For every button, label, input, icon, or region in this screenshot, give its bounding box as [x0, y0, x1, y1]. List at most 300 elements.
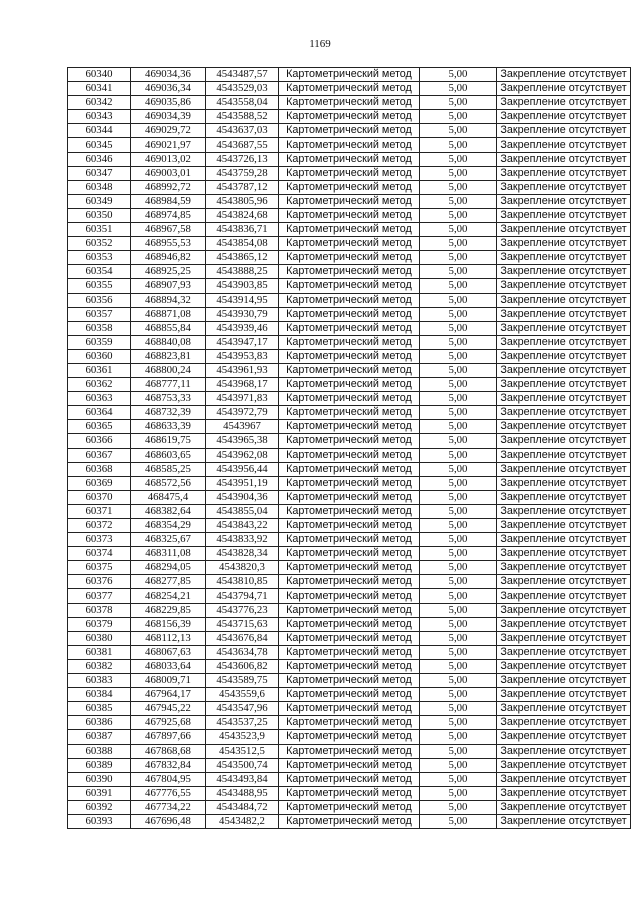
- table-row: [68, 208, 631, 222]
- x-coordinate-cell: 468585,25: [131, 462, 206, 476]
- y-coordinate-cell: 4543930,79: [206, 307, 279, 321]
- point-id-cell: 60383: [68, 674, 131, 688]
- point-id-cell: 60346: [68, 152, 131, 166]
- x-coordinate-cell: 468009,71: [131, 674, 206, 688]
- point-id-cell: 60380: [68, 631, 131, 645]
- point-id-cell: 60385: [68, 702, 131, 716]
- accuracy-cell: 5,00: [420, 406, 497, 420]
- accuracy-cell: 5,00: [420, 307, 497, 321]
- accuracy-cell: 5,00: [420, 758, 497, 772]
- accuracy-cell: 5,00: [420, 800, 497, 814]
- table-row: [68, 194, 631, 208]
- y-coordinate-cell: 4543951,19: [206, 476, 279, 490]
- fixation-cell: Закрепление отсутствует: [497, 730, 631, 744]
- point-id-cell: 60355: [68, 279, 131, 293]
- point-id-cell: 60361: [68, 363, 131, 377]
- y-coordinate-cell: 4543805,96: [206, 194, 279, 208]
- table-row: [68, 96, 631, 110]
- fixation-cell: Закрепление отсутствует: [497, 378, 631, 392]
- x-coordinate-cell: 468984,59: [131, 194, 206, 208]
- fixation-cell: Закрепление отсутствует: [497, 406, 631, 420]
- x-coordinate-cell: 468946,82: [131, 251, 206, 265]
- method-cell: Картометрический метод: [279, 223, 420, 237]
- point-id-cell: 60373: [68, 533, 131, 547]
- table-row: [68, 617, 631, 631]
- method-cell: Картометрический метод: [279, 420, 420, 434]
- fixation-cell: Закрепление отсутствует: [497, 800, 631, 814]
- accuracy-cell: 5,00: [420, 321, 497, 335]
- accuracy-cell: 5,00: [420, 96, 497, 110]
- y-coordinate-cell: 4543523,9: [206, 730, 279, 744]
- x-coordinate-cell: 467945,22: [131, 702, 206, 716]
- method-cell: Картометрический метод: [279, 519, 420, 533]
- method-cell: Картометрический метод: [279, 124, 420, 138]
- method-cell: Картометрический метод: [279, 448, 420, 462]
- fixation-cell: Закрепление отсутствует: [497, 237, 631, 251]
- method-cell: Картометрический метод: [279, 659, 420, 673]
- table-row: [68, 237, 631, 251]
- x-coordinate-cell: 468753,33: [131, 392, 206, 406]
- x-coordinate-cell: 469021,97: [131, 138, 206, 152]
- fixation-cell: Закрепление отсутствует: [497, 180, 631, 194]
- y-coordinate-cell: 4543962,08: [206, 448, 279, 462]
- y-coordinate-cell: 4543888,25: [206, 265, 279, 279]
- fixation-cell: Закрепление отсутствует: [497, 476, 631, 490]
- table-row: [68, 589, 631, 603]
- accuracy-cell: 5,00: [420, 476, 497, 490]
- table-row: [68, 519, 631, 533]
- fixation-cell: Закрепление отсутствует: [497, 688, 631, 702]
- method-cell: Картометрический метод: [279, 561, 420, 575]
- x-coordinate-cell: 467897,66: [131, 730, 206, 744]
- method-cell: Картометрический метод: [279, 251, 420, 265]
- accuracy-cell: 5,00: [420, 194, 497, 208]
- point-id-cell: 60376: [68, 575, 131, 589]
- table-row: [68, 110, 631, 124]
- point-id-cell: 60386: [68, 716, 131, 730]
- fixation-cell: Закрепление отсутствует: [497, 96, 631, 110]
- fixation-cell: Закрепление отсутствует: [497, 448, 631, 462]
- table-row: [68, 166, 631, 180]
- point-id-cell: 60350: [68, 208, 131, 222]
- method-cell: Картометрический метод: [279, 166, 420, 180]
- method-cell: Картометрический метод: [279, 772, 420, 786]
- point-id-cell: 60353: [68, 251, 131, 265]
- accuracy-cell: 5,00: [420, 265, 497, 279]
- x-coordinate-cell: 468354,29: [131, 519, 206, 533]
- x-coordinate-cell: 468800,24: [131, 363, 206, 377]
- table-row: [68, 406, 631, 420]
- y-coordinate-cell: 4543493,84: [206, 772, 279, 786]
- method-cell: Картометрический метод: [279, 786, 420, 800]
- point-id-cell: 60368: [68, 462, 131, 476]
- y-coordinate-cell: 4543865,12: [206, 251, 279, 265]
- x-coordinate-cell: 468112,13: [131, 631, 206, 645]
- table-row: [68, 575, 631, 589]
- point-id-cell: 60375: [68, 561, 131, 575]
- x-coordinate-cell: 469013,02: [131, 152, 206, 166]
- point-id-cell: 60377: [68, 589, 131, 603]
- accuracy-cell: 5,00: [420, 448, 497, 462]
- x-coordinate-cell: 468777,11: [131, 378, 206, 392]
- point-id-cell: 60343: [68, 110, 131, 124]
- table-row: [68, 476, 631, 490]
- y-coordinate-cell: 4543676,84: [206, 631, 279, 645]
- accuracy-cell: 5,00: [420, 490, 497, 504]
- table-row: [68, 335, 631, 349]
- table-row: [68, 800, 631, 814]
- y-coordinate-cell: 4543787,12: [206, 180, 279, 194]
- method-cell: Картометрический метод: [279, 716, 420, 730]
- method-cell: Картометрический метод: [279, 434, 420, 448]
- fixation-cell: Закрепление отсутствует: [497, 82, 631, 96]
- y-coordinate-cell: 4543482,2: [206, 814, 279, 828]
- x-coordinate-cell: 469029,72: [131, 124, 206, 138]
- table-row: [68, 645, 631, 659]
- accuracy-cell: 5,00: [420, 716, 497, 730]
- method-cell: Картометрический метод: [279, 349, 420, 363]
- method-cell: Картометрический метод: [279, 307, 420, 321]
- accuracy-cell: 5,00: [420, 152, 497, 166]
- point-id-cell: 60384: [68, 688, 131, 702]
- fixation-cell: Закрепление отсутствует: [497, 490, 631, 504]
- y-coordinate-cell: 4543512,5: [206, 744, 279, 758]
- y-coordinate-cell: 4543971,83: [206, 392, 279, 406]
- fixation-cell: Закрепление отсутствует: [497, 603, 631, 617]
- y-coordinate-cell: 4543726,13: [206, 152, 279, 166]
- method-cell: Картометрический метод: [279, 547, 420, 561]
- x-coordinate-cell: 469034,39: [131, 110, 206, 124]
- y-coordinate-cell: 4543903,85: [206, 279, 279, 293]
- fixation-cell: Закрепление отсутствует: [497, 279, 631, 293]
- x-coordinate-cell: 468229,85: [131, 603, 206, 617]
- x-coordinate-cell: 467868,68: [131, 744, 206, 758]
- method-cell: Картометрический метод: [279, 744, 420, 758]
- y-coordinate-cell: 4543588,52: [206, 110, 279, 124]
- table-row: [68, 814, 631, 828]
- table-row: [68, 349, 631, 363]
- accuracy-cell: 5,00: [420, 659, 497, 673]
- fixation-cell: Закрепление отсутствует: [497, 716, 631, 730]
- coordinates-table-body: [68, 68, 631, 829]
- method-cell: Картометрический метод: [279, 335, 420, 349]
- y-coordinate-cell: 4543914,95: [206, 293, 279, 307]
- accuracy-cell: 5,00: [420, 561, 497, 575]
- fixation-cell: Закрепление отсутствует: [497, 674, 631, 688]
- table-row: [68, 533, 631, 547]
- fixation-cell: Закрепление отсутствует: [497, 744, 631, 758]
- y-coordinate-cell: 4543961,93: [206, 363, 279, 377]
- table-row: [68, 674, 631, 688]
- x-coordinate-cell: 468907,93: [131, 279, 206, 293]
- x-coordinate-cell: 468156,39: [131, 617, 206, 631]
- fixation-cell: Закрепление отсутствует: [497, 251, 631, 265]
- y-coordinate-cell: 4543956,44: [206, 462, 279, 476]
- point-id-cell: 60354: [68, 265, 131, 279]
- point-id-cell: 60391: [68, 786, 131, 800]
- x-coordinate-cell: 468633,39: [131, 420, 206, 434]
- table-row: [68, 180, 631, 194]
- table-row: [68, 772, 631, 786]
- method-cell: Картометрический метод: [279, 293, 420, 307]
- accuracy-cell: 5,00: [420, 702, 497, 716]
- accuracy-cell: 5,00: [420, 378, 497, 392]
- table-row: [68, 504, 631, 518]
- x-coordinate-cell: 467832,84: [131, 758, 206, 772]
- method-cell: Картометрический метод: [279, 730, 420, 744]
- accuracy-cell: 5,00: [420, 589, 497, 603]
- table-row: [68, 124, 631, 138]
- point-id-cell: 60340: [68, 68, 131, 82]
- x-coordinate-cell: 469036,34: [131, 82, 206, 96]
- fixation-cell: Закрепление отсутствует: [497, 68, 631, 82]
- method-cell: Картометрический метод: [279, 237, 420, 251]
- accuracy-cell: 5,00: [420, 772, 497, 786]
- fixation-cell: Закрепление отсутствует: [497, 335, 631, 349]
- table-row: [68, 138, 631, 152]
- accuracy-cell: 5,00: [420, 223, 497, 237]
- accuracy-cell: 5,00: [420, 434, 497, 448]
- x-coordinate-cell: 468325,67: [131, 533, 206, 547]
- y-coordinate-cell: 4543854,08: [206, 237, 279, 251]
- accuracy-cell: 5,00: [420, 68, 497, 82]
- fixation-cell: Закрепление отсутствует: [497, 702, 631, 716]
- point-id-cell: 60351: [68, 223, 131, 237]
- y-coordinate-cell: 4543947,17: [206, 335, 279, 349]
- method-cell: Картометрический метод: [279, 194, 420, 208]
- y-coordinate-cell: 4543634,78: [206, 645, 279, 659]
- table-row: [68, 434, 631, 448]
- y-coordinate-cell: 4543904,36: [206, 490, 279, 504]
- accuracy-cell: 5,00: [420, 631, 497, 645]
- table-row: [68, 631, 631, 645]
- method-cell: Картометрический метод: [279, 378, 420, 392]
- point-id-cell: 60378: [68, 603, 131, 617]
- x-coordinate-cell: 468475,4: [131, 490, 206, 504]
- method-cell: Картометрический метод: [279, 138, 420, 152]
- y-coordinate-cell: 4543967: [206, 420, 279, 434]
- method-cell: Картометрический метод: [279, 617, 420, 631]
- y-coordinate-cell: 4543965,38: [206, 434, 279, 448]
- point-id-cell: 60371: [68, 504, 131, 518]
- accuracy-cell: 5,00: [420, 674, 497, 688]
- point-id-cell: 60387: [68, 730, 131, 744]
- table-row: [68, 68, 631, 82]
- table-row: [68, 363, 631, 377]
- y-coordinate-cell: 4543547,96: [206, 702, 279, 716]
- table-row: [68, 420, 631, 434]
- method-cell: Картометрический метод: [279, 800, 420, 814]
- x-coordinate-cell: 468572,56: [131, 476, 206, 490]
- accuracy-cell: 5,00: [420, 617, 497, 631]
- table-row: [68, 251, 631, 265]
- fixation-cell: Закрепление отсутствует: [497, 533, 631, 547]
- x-coordinate-cell: 468823,81: [131, 349, 206, 363]
- x-coordinate-cell: 468603,65: [131, 448, 206, 462]
- table-row: [68, 223, 631, 237]
- y-coordinate-cell: 4543488,95: [206, 786, 279, 800]
- method-cell: Картометрический метод: [279, 575, 420, 589]
- method-cell: Картометрический метод: [279, 504, 420, 518]
- y-coordinate-cell: 4543484,72: [206, 800, 279, 814]
- y-coordinate-cell: 4543972,79: [206, 406, 279, 420]
- accuracy-cell: 5,00: [420, 730, 497, 744]
- x-coordinate-cell: 467776,55: [131, 786, 206, 800]
- y-coordinate-cell: 4543824,68: [206, 208, 279, 222]
- fixation-cell: Закрепление отсутствует: [497, 363, 631, 377]
- x-coordinate-cell: 468840,08: [131, 335, 206, 349]
- point-id-cell: 60357: [68, 307, 131, 321]
- fixation-cell: Закрепление отсутствует: [497, 194, 631, 208]
- table-row: [68, 321, 631, 335]
- accuracy-cell: 5,00: [420, 519, 497, 533]
- fixation-cell: Закрепление отсутствует: [497, 321, 631, 335]
- point-id-cell: 60362: [68, 378, 131, 392]
- x-coordinate-cell: 468033,64: [131, 659, 206, 673]
- point-id-cell: 60359: [68, 335, 131, 349]
- x-coordinate-cell: 467696,48: [131, 814, 206, 828]
- table-row: [68, 307, 631, 321]
- point-id-cell: 60364: [68, 406, 131, 420]
- table-row: [68, 293, 631, 307]
- point-id-cell: 60349: [68, 194, 131, 208]
- y-coordinate-cell: 4543810,85: [206, 575, 279, 589]
- y-coordinate-cell: 4543500,74: [206, 758, 279, 772]
- method-cell: Картометрический метод: [279, 645, 420, 659]
- accuracy-cell: 5,00: [420, 363, 497, 377]
- fixation-cell: Закрепление отсутствует: [497, 814, 631, 828]
- fixation-cell: Закрепление отсутствует: [497, 110, 631, 124]
- fixation-cell: Закрепление отсутствует: [497, 420, 631, 434]
- point-id-cell: 60374: [68, 547, 131, 561]
- method-cell: Картометрический метод: [279, 476, 420, 490]
- y-coordinate-cell: 4543828,34: [206, 547, 279, 561]
- point-id-cell: 60369: [68, 476, 131, 490]
- y-coordinate-cell: 4543820,3: [206, 561, 279, 575]
- table-row: [68, 786, 631, 800]
- y-coordinate-cell: 4543589,75: [206, 674, 279, 688]
- x-coordinate-cell: 468974,85: [131, 208, 206, 222]
- x-coordinate-cell: 468294,05: [131, 561, 206, 575]
- accuracy-cell: 5,00: [420, 251, 497, 265]
- fixation-cell: Закрепление отсутствует: [497, 519, 631, 533]
- point-id-cell: 60356: [68, 293, 131, 307]
- table-row: [68, 392, 631, 406]
- fixation-cell: Закрепление отсутствует: [497, 208, 631, 222]
- method-cell: Картометрический метод: [279, 589, 420, 603]
- accuracy-cell: 5,00: [420, 547, 497, 561]
- x-coordinate-cell: 469035,86: [131, 96, 206, 110]
- x-coordinate-cell: 468925,25: [131, 265, 206, 279]
- fixation-cell: Закрепление отсутствует: [497, 265, 631, 279]
- point-id-cell: 60342: [68, 96, 131, 110]
- method-cell: Картометрический метод: [279, 702, 420, 716]
- method-cell: Картометрический метод: [279, 814, 420, 828]
- point-id-cell: 60372: [68, 519, 131, 533]
- fixation-cell: Закрепление отсутствует: [497, 349, 631, 363]
- accuracy-cell: 5,00: [420, 645, 497, 659]
- method-cell: Картометрический метод: [279, 82, 420, 96]
- accuracy-cell: 5,00: [420, 166, 497, 180]
- y-coordinate-cell: 4543487,57: [206, 68, 279, 82]
- accuracy-cell: 5,00: [420, 744, 497, 758]
- x-coordinate-cell: 468955,53: [131, 237, 206, 251]
- method-cell: Картометрический метод: [279, 279, 420, 293]
- x-coordinate-cell: 468992,72: [131, 180, 206, 194]
- point-id-cell: 60352: [68, 237, 131, 251]
- x-coordinate-cell: 469003,01: [131, 166, 206, 180]
- y-coordinate-cell: 4543529,03: [206, 82, 279, 96]
- y-coordinate-cell: 4543687,55: [206, 138, 279, 152]
- fixation-cell: Закрепление отсутствует: [497, 504, 631, 518]
- table-row: [68, 561, 631, 575]
- table-row: [68, 702, 631, 716]
- point-id-cell: 60363: [68, 392, 131, 406]
- y-coordinate-cell: 4543558,04: [206, 96, 279, 110]
- method-cell: Картометрический метод: [279, 363, 420, 377]
- table-row: [68, 462, 631, 476]
- fixation-cell: Закрепление отсутствует: [497, 772, 631, 786]
- x-coordinate-cell: 467925,68: [131, 716, 206, 730]
- point-id-cell: 60392: [68, 800, 131, 814]
- point-id-cell: 60358: [68, 321, 131, 335]
- method-cell: Картометрический метод: [279, 265, 420, 279]
- page-number: 1169: [309, 38, 331, 50]
- fixation-cell: Закрепление отсутствует: [497, 152, 631, 166]
- fixation-cell: Закрепление отсутствует: [497, 293, 631, 307]
- table-row: [68, 603, 631, 617]
- accuracy-cell: 5,00: [420, 138, 497, 152]
- y-coordinate-cell: 4543833,92: [206, 533, 279, 547]
- y-coordinate-cell: 4543537,25: [206, 716, 279, 730]
- point-id-cell: 60390: [68, 772, 131, 786]
- coordinates-table: [67, 67, 631, 829]
- table-row: [68, 659, 631, 673]
- accuracy-cell: 5,00: [420, 124, 497, 138]
- method-cell: Картометрический метод: [279, 688, 420, 702]
- table-row: [68, 265, 631, 279]
- point-id-cell: 60370: [68, 490, 131, 504]
- y-coordinate-cell: 4543939,46: [206, 321, 279, 335]
- fixation-cell: Закрепление отсутствует: [497, 617, 631, 631]
- accuracy-cell: 5,00: [420, 110, 497, 124]
- method-cell: Картометрический метод: [279, 490, 420, 504]
- y-coordinate-cell: 4543759,28: [206, 166, 279, 180]
- method-cell: Картометрический метод: [279, 208, 420, 222]
- x-coordinate-cell: 468732,39: [131, 406, 206, 420]
- fixation-cell: Закрепление отсутствует: [497, 392, 631, 406]
- table-row: [68, 448, 631, 462]
- x-coordinate-cell: 468067,63: [131, 645, 206, 659]
- table-row: [68, 547, 631, 561]
- method-cell: Картометрический метод: [279, 674, 420, 688]
- point-id-cell: 60382: [68, 659, 131, 673]
- x-coordinate-cell: 467804,95: [131, 772, 206, 786]
- accuracy-cell: 5,00: [420, 603, 497, 617]
- method-cell: Картометрический метод: [279, 68, 420, 82]
- point-id-cell: 60379: [68, 617, 131, 631]
- x-coordinate-cell: 468311,08: [131, 547, 206, 561]
- fixation-cell: Закрепление отсутствует: [497, 223, 631, 237]
- accuracy-cell: 5,00: [420, 335, 497, 349]
- accuracy-cell: 5,00: [420, 208, 497, 222]
- y-coordinate-cell: 4543606,82: [206, 659, 279, 673]
- fixation-cell: Закрепление отсутствует: [497, 124, 631, 138]
- point-id-cell: 60341: [68, 82, 131, 96]
- accuracy-cell: 5,00: [420, 462, 497, 476]
- fixation-cell: Закрепление отсутствует: [497, 758, 631, 772]
- y-coordinate-cell: 4543968,17: [206, 378, 279, 392]
